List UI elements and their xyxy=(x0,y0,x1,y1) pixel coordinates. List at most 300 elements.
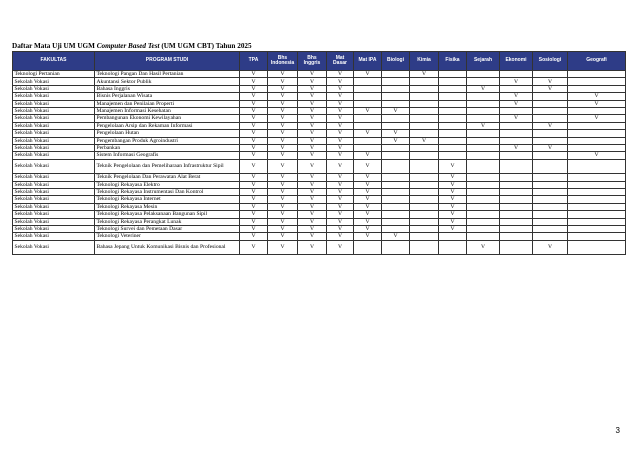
subject-mark-cell: V xyxy=(268,137,298,144)
document-title xyxy=(12,42,252,50)
column-header: Kimia xyxy=(410,52,439,71)
program-studi-cell: Teknologi Rekayasa Elektro xyxy=(95,181,240,188)
subject-mark-cell: V xyxy=(327,130,354,137)
subject-mark-cell xyxy=(533,203,568,210)
subject-mark-cell: V xyxy=(439,218,467,225)
subject-mark-cell: V xyxy=(268,130,298,137)
fakultas-cell: Sekolah Vokasi xyxy=(13,100,95,107)
program-studi-cell: Bahasa Jepang Untuk Komunikasi Bisnis dan Profesional xyxy=(95,240,240,255)
subject-mark-cell: V xyxy=(240,240,268,255)
subject-mark-cell xyxy=(439,233,467,240)
fakultas-cell: Sekolah Vokasi xyxy=(13,78,95,85)
subject-mark-cell xyxy=(467,152,500,159)
table-row xyxy=(13,122,626,129)
subject-mark-cell xyxy=(382,240,410,255)
subject-mark-cell xyxy=(568,78,626,85)
subject-mark-cell xyxy=(410,107,439,114)
subject-mark-cell: V xyxy=(327,144,354,151)
subject-mark-cell xyxy=(410,85,439,92)
subject-mark-cell: V xyxy=(327,137,354,144)
subject-mark-cell xyxy=(467,174,500,181)
subject-mark-cell: V xyxy=(268,211,298,218)
subject-mark-cell xyxy=(467,181,500,188)
subject-mark-cell: V xyxy=(327,174,354,181)
subject-mark-cell: V xyxy=(240,144,268,151)
fakultas-cell: Sekolah Vokasi xyxy=(13,181,95,188)
subject-mark-cell xyxy=(467,196,500,203)
subject-mark-cell xyxy=(467,115,500,122)
program-studi-cell: Teknologi Pangan Dan Hasil Pertanian xyxy=(95,71,240,78)
subject-mark-cell: V xyxy=(354,130,382,137)
subject-mark-cell: V xyxy=(298,233,327,240)
subject-mark-cell: V xyxy=(298,211,327,218)
subject-mark-cell xyxy=(382,174,410,181)
program-studi-cell: Teknologi Rekayasa Internet xyxy=(95,196,240,203)
table-row xyxy=(13,78,626,85)
subject-mark-cell xyxy=(533,211,568,218)
subject-mark-cell xyxy=(533,218,568,225)
table-row xyxy=(13,144,626,151)
subject-mark-cell xyxy=(467,93,500,100)
table-row xyxy=(13,240,626,255)
table-row xyxy=(13,181,626,188)
fakultas-cell: Sekolah Vokasi xyxy=(13,130,95,137)
table-row xyxy=(13,71,626,78)
subject-mark-cell xyxy=(533,130,568,137)
subject-mark-cell: V xyxy=(240,122,268,129)
program-studi-cell: Teknik Pengelolaan dan Pemeliharaan Infrastruktur Sipil xyxy=(95,159,240,174)
subject-mark-cell: V xyxy=(298,240,327,255)
subject-mark-cell: V xyxy=(354,159,382,174)
column-header: Sejarah xyxy=(467,52,500,71)
subject-mark-cell xyxy=(410,152,439,159)
subject-mark-cell: V xyxy=(298,122,327,129)
subject-mark-cell xyxy=(500,181,533,188)
subject-mark-cell: V xyxy=(327,203,354,210)
program-studi-cell: Teknik Pengelolaan Dan Perawatan Alat Berat xyxy=(95,174,240,181)
program-studi-cell: Manajemen dan Penilaian Properti xyxy=(95,100,240,107)
subject-mark-cell xyxy=(467,137,500,144)
subject-mark-cell: V xyxy=(439,225,467,232)
subject-mark-cell: V xyxy=(298,218,327,225)
column-header: Mat IPA xyxy=(354,52,382,71)
program-studi-cell: Teknologi Veteriner xyxy=(95,233,240,240)
column-header: Geografi xyxy=(568,52,626,71)
column-header: Biologi xyxy=(382,52,410,71)
subject-mark-cell: V xyxy=(327,115,354,122)
subject-mark-cell: V xyxy=(439,188,467,195)
subject-mark-cell xyxy=(568,225,626,232)
subject-mark-cell xyxy=(500,122,533,129)
subject-mark-cell xyxy=(382,159,410,174)
program-studi-cell: Teknologi Survei dan Pemetaan Dasar xyxy=(95,225,240,232)
subject-mark-cell xyxy=(354,93,382,100)
exam-subjects-table xyxy=(12,51,626,255)
subject-mark-cell xyxy=(500,152,533,159)
subject-mark-cell: V xyxy=(382,130,410,137)
subject-mark-cell: V xyxy=(354,218,382,225)
table-row xyxy=(13,211,626,218)
column-header: Bhs Inggris xyxy=(298,52,327,71)
subject-mark-cell xyxy=(568,196,626,203)
subject-mark-cell xyxy=(500,233,533,240)
subject-mark-cell xyxy=(568,85,626,92)
subject-mark-cell: V xyxy=(327,159,354,174)
subject-mark-cell xyxy=(354,144,382,151)
subject-mark-cell: V xyxy=(298,137,327,144)
fakultas-cell: Sekolah Vokasi xyxy=(13,85,95,92)
subject-mark-cell xyxy=(500,130,533,137)
subject-mark-cell xyxy=(533,174,568,181)
subject-mark-cell: V xyxy=(298,100,327,107)
subject-mark-cell xyxy=(439,137,467,144)
subject-mark-cell: V xyxy=(268,188,298,195)
column-header: Fisika xyxy=(439,52,467,71)
subject-mark-cell xyxy=(410,181,439,188)
subject-mark-cell xyxy=(533,233,568,240)
subject-mark-cell: V xyxy=(240,115,268,122)
subject-mark-cell: V xyxy=(354,188,382,195)
subject-mark-cell: V xyxy=(240,78,268,85)
subject-mark-cell xyxy=(439,71,467,78)
program-studi-cell: Perbankan xyxy=(95,144,240,151)
fakultas-cell: Sekolah Vokasi xyxy=(13,240,95,255)
subject-mark-cell: V xyxy=(268,107,298,114)
subject-mark-cell: V xyxy=(533,122,568,129)
subject-mark-cell: V xyxy=(382,137,410,144)
subject-mark-cell: V xyxy=(382,107,410,114)
title-suffix: (UM UGM CBT) Tahun 2025 xyxy=(159,42,252,50)
subject-mark-cell xyxy=(354,137,382,144)
subject-mark-cell xyxy=(467,225,500,232)
subject-mark-cell xyxy=(382,115,410,122)
subject-mark-cell xyxy=(410,233,439,240)
subject-mark-cell: V xyxy=(268,93,298,100)
subject-mark-cell: V xyxy=(240,181,268,188)
subject-mark-cell: V xyxy=(240,203,268,210)
subject-mark-cell xyxy=(568,211,626,218)
subject-mark-cell xyxy=(439,78,467,85)
subject-mark-cell: V xyxy=(240,211,268,218)
subject-mark-cell: V xyxy=(298,225,327,232)
subject-mark-cell xyxy=(500,159,533,174)
subject-mark-cell xyxy=(382,78,410,85)
subject-mark-cell: V xyxy=(240,152,268,159)
subject-mark-cell xyxy=(533,225,568,232)
subject-mark-cell xyxy=(410,240,439,255)
column-header: Ekonomi xyxy=(500,52,533,71)
subject-mark-cell xyxy=(410,188,439,195)
subject-mark-cell xyxy=(354,240,382,255)
table-row xyxy=(13,196,626,203)
subject-mark-cell: V xyxy=(268,233,298,240)
program-studi-cell: Bahasa Inggris xyxy=(95,85,240,92)
subject-mark-cell: V xyxy=(240,71,268,78)
subject-mark-cell: V xyxy=(327,211,354,218)
subject-mark-cell: V xyxy=(298,196,327,203)
subject-mark-cell: V xyxy=(533,78,568,85)
subject-mark-cell xyxy=(467,159,500,174)
fakultas-cell: Sekolah Vokasi xyxy=(13,188,95,195)
subject-mark-cell: V xyxy=(298,188,327,195)
subject-mark-cell xyxy=(410,130,439,137)
subject-mark-cell xyxy=(467,188,500,195)
fakultas-cell: Sekolah Vokasi xyxy=(13,122,95,129)
subject-mark-cell: V xyxy=(568,152,626,159)
subject-mark-cell: V xyxy=(327,181,354,188)
subject-mark-cell xyxy=(410,203,439,210)
program-studi-cell: Pembangunan Ekonomi Kewilayahan xyxy=(95,115,240,122)
subject-mark-cell: V xyxy=(467,240,500,255)
subject-mark-cell xyxy=(467,144,500,151)
subject-mark-cell: V xyxy=(268,85,298,92)
subject-mark-cell: V xyxy=(327,122,354,129)
subject-mark-cell: V xyxy=(298,152,327,159)
subject-mark-cell: V xyxy=(327,78,354,85)
program-studi-cell: Pengelolaan Hutan xyxy=(95,130,240,137)
subject-mark-cell: V xyxy=(240,107,268,114)
subject-mark-cell: V xyxy=(240,174,268,181)
subject-mark-cell: V xyxy=(240,159,268,174)
fakultas-cell: Sekolah Vokasi xyxy=(13,203,95,210)
subject-mark-cell: V xyxy=(327,196,354,203)
subject-mark-cell: V xyxy=(298,130,327,137)
program-studi-cell: Teknologi Rekayasa Pelaksanaan Bangunan Sipil xyxy=(95,211,240,218)
subject-mark-cell xyxy=(410,78,439,85)
subject-mark-cell: V xyxy=(568,100,626,107)
subject-mark-cell xyxy=(568,240,626,255)
subject-mark-cell xyxy=(382,100,410,107)
subject-mark-cell xyxy=(439,107,467,114)
subject-mark-cell: V xyxy=(467,85,500,92)
subject-mark-cell: V xyxy=(298,144,327,151)
subject-mark-cell xyxy=(382,225,410,232)
subject-mark-cell xyxy=(467,233,500,240)
subject-mark-cell: V xyxy=(354,196,382,203)
subject-mark-cell: V xyxy=(298,203,327,210)
subject-mark-cell xyxy=(354,122,382,129)
fakultas-cell: Sekolah Vokasi xyxy=(13,225,95,232)
subject-mark-cell xyxy=(533,100,568,107)
subject-mark-cell xyxy=(533,196,568,203)
subject-mark-cell: V xyxy=(268,203,298,210)
subject-mark-cell xyxy=(439,152,467,159)
subject-mark-cell xyxy=(467,71,500,78)
subject-mark-cell: V xyxy=(568,93,626,100)
subject-mark-cell: V xyxy=(298,78,327,85)
subject-mark-cell: V xyxy=(298,71,327,78)
table-row xyxy=(13,159,626,174)
subject-mark-cell: V xyxy=(327,107,354,114)
subject-mark-cell xyxy=(354,100,382,107)
table-row xyxy=(13,152,626,159)
fakultas-cell: Sekolah Vokasi xyxy=(13,233,95,240)
subject-mark-cell: V xyxy=(439,181,467,188)
subject-mark-cell: V xyxy=(240,100,268,107)
subject-mark-cell xyxy=(500,174,533,181)
subject-mark-cell: V xyxy=(410,137,439,144)
subject-mark-cell xyxy=(410,225,439,232)
table-row xyxy=(13,85,626,92)
program-studi-cell: Manajemen Informasi Kesehatan xyxy=(95,107,240,114)
subject-mark-cell: V xyxy=(268,218,298,225)
subject-mark-cell: V xyxy=(298,107,327,114)
subject-mark-cell: V xyxy=(327,218,354,225)
subject-mark-cell xyxy=(568,233,626,240)
subject-mark-cell xyxy=(410,144,439,151)
subject-mark-cell: V xyxy=(500,115,533,122)
subject-mark-cell xyxy=(382,122,410,129)
program-studi-cell: Bisnis Perjalanan Wisata xyxy=(95,93,240,100)
subject-mark-cell xyxy=(439,130,467,137)
subject-mark-cell: V xyxy=(568,115,626,122)
fakultas-cell: Sekolah Vokasi xyxy=(13,93,95,100)
subject-mark-cell: V xyxy=(327,233,354,240)
subject-mark-cell: V xyxy=(500,78,533,85)
fakultas-cell: Sekolah Vokasi xyxy=(13,137,95,144)
subject-mark-cell: V xyxy=(354,233,382,240)
subject-mark-cell: V xyxy=(268,196,298,203)
subject-mark-cell xyxy=(467,100,500,107)
subject-mark-cell xyxy=(568,159,626,174)
subject-mark-cell xyxy=(533,71,568,78)
column-header: Bhs Indonesia xyxy=(268,52,298,71)
subject-mark-cell: V xyxy=(268,100,298,107)
subject-mark-cell xyxy=(410,196,439,203)
column-header: TPA xyxy=(240,52,268,71)
subject-mark-cell: V xyxy=(500,100,533,107)
program-studi-cell: Pengelolaan Arsip dan Rekaman Informasi xyxy=(95,122,240,129)
fakultas-cell: Sekolah Vokasi xyxy=(13,174,95,181)
subject-mark-cell xyxy=(467,130,500,137)
subject-mark-cell: V xyxy=(327,152,354,159)
program-studi-cell: Sistem Informasi Geografis xyxy=(95,152,240,159)
subject-mark-cell: V xyxy=(439,196,467,203)
subject-mark-cell: V xyxy=(268,240,298,255)
title-italic: Computer Based Test xyxy=(96,42,160,50)
table-row xyxy=(13,115,626,122)
subject-mark-cell xyxy=(382,181,410,188)
subject-mark-cell xyxy=(533,152,568,159)
subject-mark-cell: V xyxy=(240,93,268,100)
subject-mark-cell xyxy=(382,211,410,218)
subject-mark-cell xyxy=(410,174,439,181)
fakultas-cell: Sekolah Vokasi xyxy=(13,218,95,225)
subject-mark-cell xyxy=(382,71,410,78)
subject-mark-cell: V xyxy=(327,188,354,195)
subject-mark-cell: V xyxy=(500,144,533,151)
fakultas-cell: Sekolah Vokasi xyxy=(13,211,95,218)
subject-mark-cell: V xyxy=(240,85,268,92)
table-row xyxy=(13,130,626,137)
subject-mark-cell xyxy=(500,203,533,210)
subject-mark-cell xyxy=(382,218,410,225)
subject-mark-cell: V xyxy=(533,144,568,151)
subject-mark-cell xyxy=(568,144,626,151)
subject-mark-cell xyxy=(439,144,467,151)
subject-mark-cell xyxy=(382,188,410,195)
table-row xyxy=(13,203,626,210)
subject-mark-cell xyxy=(500,240,533,255)
subject-mark-cell xyxy=(410,159,439,174)
subject-mark-cell xyxy=(410,93,439,100)
subject-mark-cell xyxy=(500,188,533,195)
subject-mark-cell xyxy=(568,188,626,195)
subject-mark-cell: V xyxy=(354,152,382,159)
subject-mark-cell: V xyxy=(533,240,568,255)
subject-mark-cell xyxy=(439,115,467,122)
table-row xyxy=(13,174,626,181)
subject-mark-cell: V xyxy=(240,137,268,144)
subject-mark-cell xyxy=(382,144,410,151)
subject-mark-cell: V xyxy=(268,174,298,181)
subject-mark-cell: V xyxy=(298,93,327,100)
subject-mark-cell xyxy=(533,115,568,122)
subject-mark-cell xyxy=(382,85,410,92)
subject-mark-cell: V xyxy=(240,130,268,137)
subject-mark-cell xyxy=(500,225,533,232)
fakultas-cell: Teknologi Pertanian xyxy=(13,71,95,78)
subject-mark-cell: V xyxy=(354,107,382,114)
subject-mark-cell xyxy=(467,203,500,210)
subject-mark-cell xyxy=(467,211,500,218)
subject-mark-cell: V xyxy=(533,85,568,92)
subject-mark-cell xyxy=(533,107,568,114)
subject-mark-cell xyxy=(382,93,410,100)
subject-mark-cell xyxy=(439,122,467,129)
subject-mark-cell xyxy=(354,85,382,92)
subject-mark-cell: V xyxy=(354,211,382,218)
subject-mark-cell xyxy=(467,78,500,85)
subject-mark-cell: V xyxy=(439,203,467,210)
subject-mark-cell xyxy=(568,181,626,188)
column-header: PROGRAM STUDI xyxy=(95,52,240,71)
subject-mark-cell xyxy=(410,115,439,122)
fakultas-cell: Sekolah Vokasi xyxy=(13,159,95,174)
subject-mark-cell: V xyxy=(298,159,327,174)
program-studi-cell: Akuntansi Sektor Publik xyxy=(95,78,240,85)
table-row xyxy=(13,225,626,232)
subject-mark-cell xyxy=(533,137,568,144)
column-header: Sosiologi xyxy=(533,52,568,71)
subject-mark-cell xyxy=(467,218,500,225)
subject-mark-cell xyxy=(533,159,568,174)
subject-mark-cell: V xyxy=(439,174,467,181)
subject-mark-cell xyxy=(439,85,467,92)
subject-mark-cell: V xyxy=(240,233,268,240)
subject-mark-cell xyxy=(568,107,626,114)
table-header-row xyxy=(13,52,626,71)
subject-mark-cell: V xyxy=(298,181,327,188)
subject-mark-cell xyxy=(410,100,439,107)
subject-mark-cell: V xyxy=(327,240,354,255)
subject-mark-cell: V xyxy=(500,93,533,100)
fakultas-cell: Sekolah Vokasi xyxy=(13,115,95,122)
subject-mark-cell: V xyxy=(268,122,298,129)
program-studi-cell: Pengembangan Produk Agroindustri xyxy=(95,137,240,144)
subject-mark-cell xyxy=(439,100,467,107)
subject-mark-cell: V xyxy=(268,181,298,188)
subject-mark-cell xyxy=(568,203,626,210)
subject-mark-cell xyxy=(500,137,533,144)
table-row xyxy=(13,107,626,114)
subject-mark-cell: V xyxy=(240,196,268,203)
subject-mark-cell: V xyxy=(354,174,382,181)
subject-mark-cell xyxy=(500,211,533,218)
subject-mark-cell xyxy=(354,78,382,85)
title-prefix: Daftar Mata Uji UM UGM xyxy=(12,42,97,50)
subject-mark-cell: V xyxy=(354,71,382,78)
